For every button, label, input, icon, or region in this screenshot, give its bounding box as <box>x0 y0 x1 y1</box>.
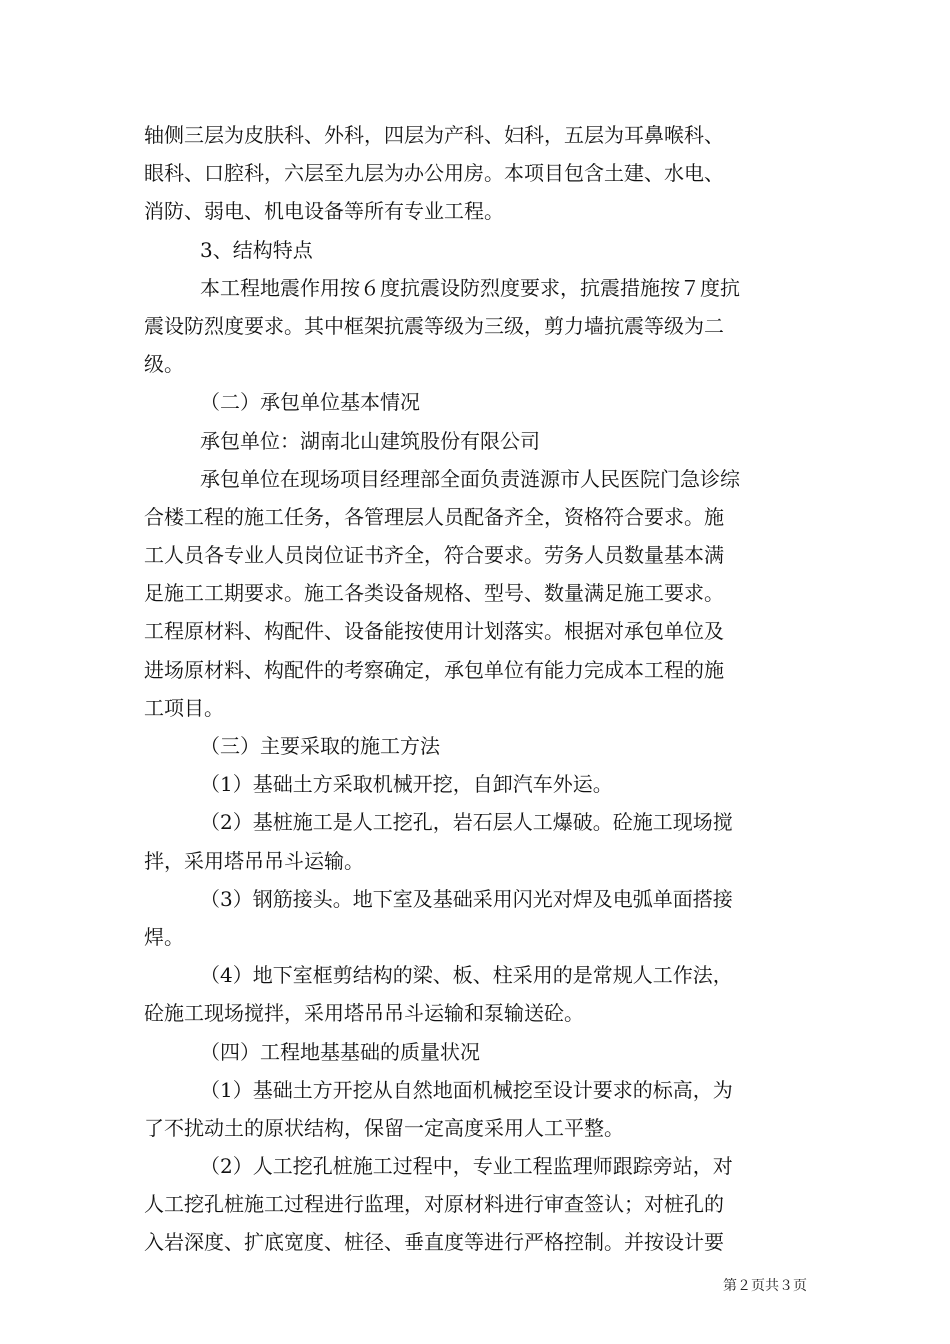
text-line: 工项目。 <box>144 695 224 720</box>
text-line: 轴侧三层为皮肤科、外科，四层为产科、妇科，五层为耳鼻喉科、 <box>144 123 724 147</box>
contractor-line: 承包单位：湖南北山建筑股份有限公司 <box>200 428 540 453</box>
text-line: 工程原材料、构配件、设备能按使用计划落实。根据对承包单位及 <box>144 619 724 644</box>
text-line: 工人员各专业人员岗位证书齐全，符合要求。劳务人员数量基本满 <box>144 543 724 568</box>
text-line: 眼科、口腔科，六层至九层为办公用房。本项目包含土建、水电、 <box>144 161 724 186</box>
text-line: 焊。 <box>144 924 184 949</box>
text-line: 震设防烈度要求。其中框架抗震等级为三级，剪力墙抗震等级为二 <box>144 313 724 338</box>
text-line: 入岩深度、扩底宽度、桩径、垂直度等进行严格控制。并按设计要 <box>144 1230 724 1255</box>
list-item: （3）钢筋接头。地下室及基础采用闪光对焊及电弧单面搭接 <box>200 886 733 911</box>
text-line: 合楼工程的施工任务，各管理层人员配备齐全，资格符合要求。施 <box>144 504 724 529</box>
text-line: 级。 <box>144 352 184 377</box>
list-item: （2）基桩施工是人工挖孔，岩石层人工爆破。砼施工现场搅 <box>200 810 733 835</box>
text-line: 足施工工期要求。施工各类设备规格、型号、数量满足施工要求。 <box>144 581 724 606</box>
document-body <box>144 116 810 1262</box>
text-line: 拌，采用塔吊吊斗运输。 <box>144 848 364 873</box>
section-heading: 3、结构特点 <box>200 237 313 262</box>
text-line: 人工挖孔桩施工过程进行监理，对原材料进行审查签认；对桩孔的 <box>144 1192 724 1217</box>
paragraph-start: 承包单位在现场项目经理部全面负责涟源市人民医院门急诊综 <box>200 466 740 491</box>
section-heading: （二）承包单位基本情况 <box>200 390 420 415</box>
text-line: 砼施工现场搅拌，采用塔吊吊斗运输和泵输送砼。 <box>144 1001 584 1026</box>
text-line: 进场原材料、构配件的考察确定，承包单位有能力完成本工程的施 <box>144 657 724 682</box>
list-item: （2）人工挖孔桩施工过程中，专业工程监理师跟踪旁站，对 <box>200 1154 733 1179</box>
list-item: （1）基础土方开挖从自然地面机械挖至设计要求的标高，为 <box>200 1077 733 1102</box>
section-heading: （三）主要采取的施工方法 <box>200 734 440 758</box>
page-number: 第２页共３页 <box>723 1278 807 1294</box>
text-line: 了不扰动土的原状结构，保留一定高度采用人工平整。 <box>144 1115 624 1140</box>
list-item: （4）地下室框剪结构的梁、板、柱采用的是常规人工作法， <box>200 963 733 988</box>
list-item: （1）基础土方采取机械开挖，自卸汽车外运。 <box>200 772 613 797</box>
section-heading: （四）工程地基基础的质量状况 <box>200 1039 480 1064</box>
text-line: 消防、弱电、机电设备等所有专业工程。 <box>144 199 504 224</box>
paragraph-start: 本工程地震作用按６度抗震设防烈度要求，抗震措施按７度抗 <box>200 275 740 300</box>
